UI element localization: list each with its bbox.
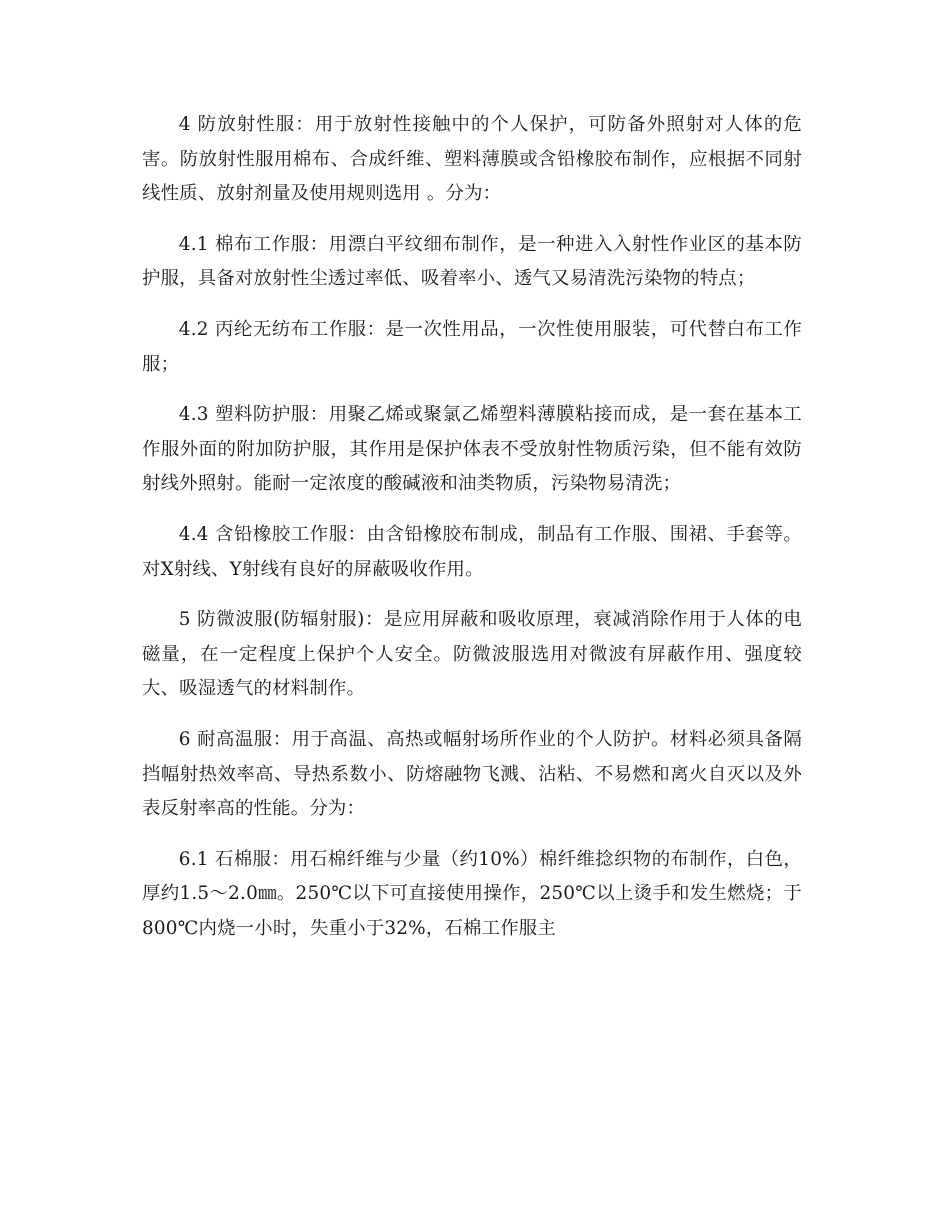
paragraph-plastic-protective-clothing: 4.3 塑料防护服：用聚乙烯或聚氯乙烯塑料薄膜粘接而成，是一套在基本工作服外面的附加防护服，其作用是保护体表不受放射性物质污染，但不能有效防射线外照射。能耐一定浓度的酸碱液和油类物质，污染物易清洗； [142, 404, 802, 495]
document-page [142, 108, 802, 962]
paragraph-heat-resistant-clothing: 6 耐高温服：用于高温、高热或幅射场所作业的个人防护。材料必须具备隔挡幅射热效率高、导热系数小、防熔融物飞溅、沾粘、不易燃和离火自灭以及外表反射率高的性能。分为： [142, 728, 802, 820]
paragraph-cotton-workwear: 4.1 棉布工作服：用漂白平纹细布制作，是一种进入入射性作业区的基本防护服，具备对放射性尘透过率低、吸着率小、透气又易清洗污染物的特点； [142, 233, 802, 290]
paragraph-polypropylene-nonwoven-workwear: 4.2 丙纶无纺布工作服：是一次性用品，一次性使用服装，可代替白布工作服； [142, 318, 802, 375]
paragraph-radiation-protective-clothing: 4 防放射性服：用于放射性接触中的个人保护，可防备外照射对人体的危害。防放射性服用棉布、合成纤维、塑料薄膜或含铅橡胶布制作，应根据不同射线性质、放射剂量及使用规则选用 。分为： [142, 114, 802, 205]
paragraph-lead-rubber-workwear: 4.4 含铅橡胶工作服：由含铅橡胶布制成，制品有工作服、围裙、手套等。对X射线、Y射线有良好的屏蔽吸收作用。 [142, 523, 802, 580]
paragraph-asbestos-clothing: 6.1 石棉服：用石棉纤维与少量（约10%）棉纤维捻织物的布制作，白色，厚约1.5～2.0㎜。250℃以下可直接使用操作，250℃以上烫手和发生燃烧；于800℃内烧一小时，失重小于32%，石棉工作服主 [142, 848, 802, 939]
paragraph-microwave-protective-clothing: 5 防微波服(防辐射服)：是应用屏蔽和吸收原理，衰减消除作用于人体的电磁量，在一定程度上保护个人安全。防微波服选用对微波有屏蔽作用、强度较大、吸湿透气的材料制作。 [142, 609, 802, 700]
